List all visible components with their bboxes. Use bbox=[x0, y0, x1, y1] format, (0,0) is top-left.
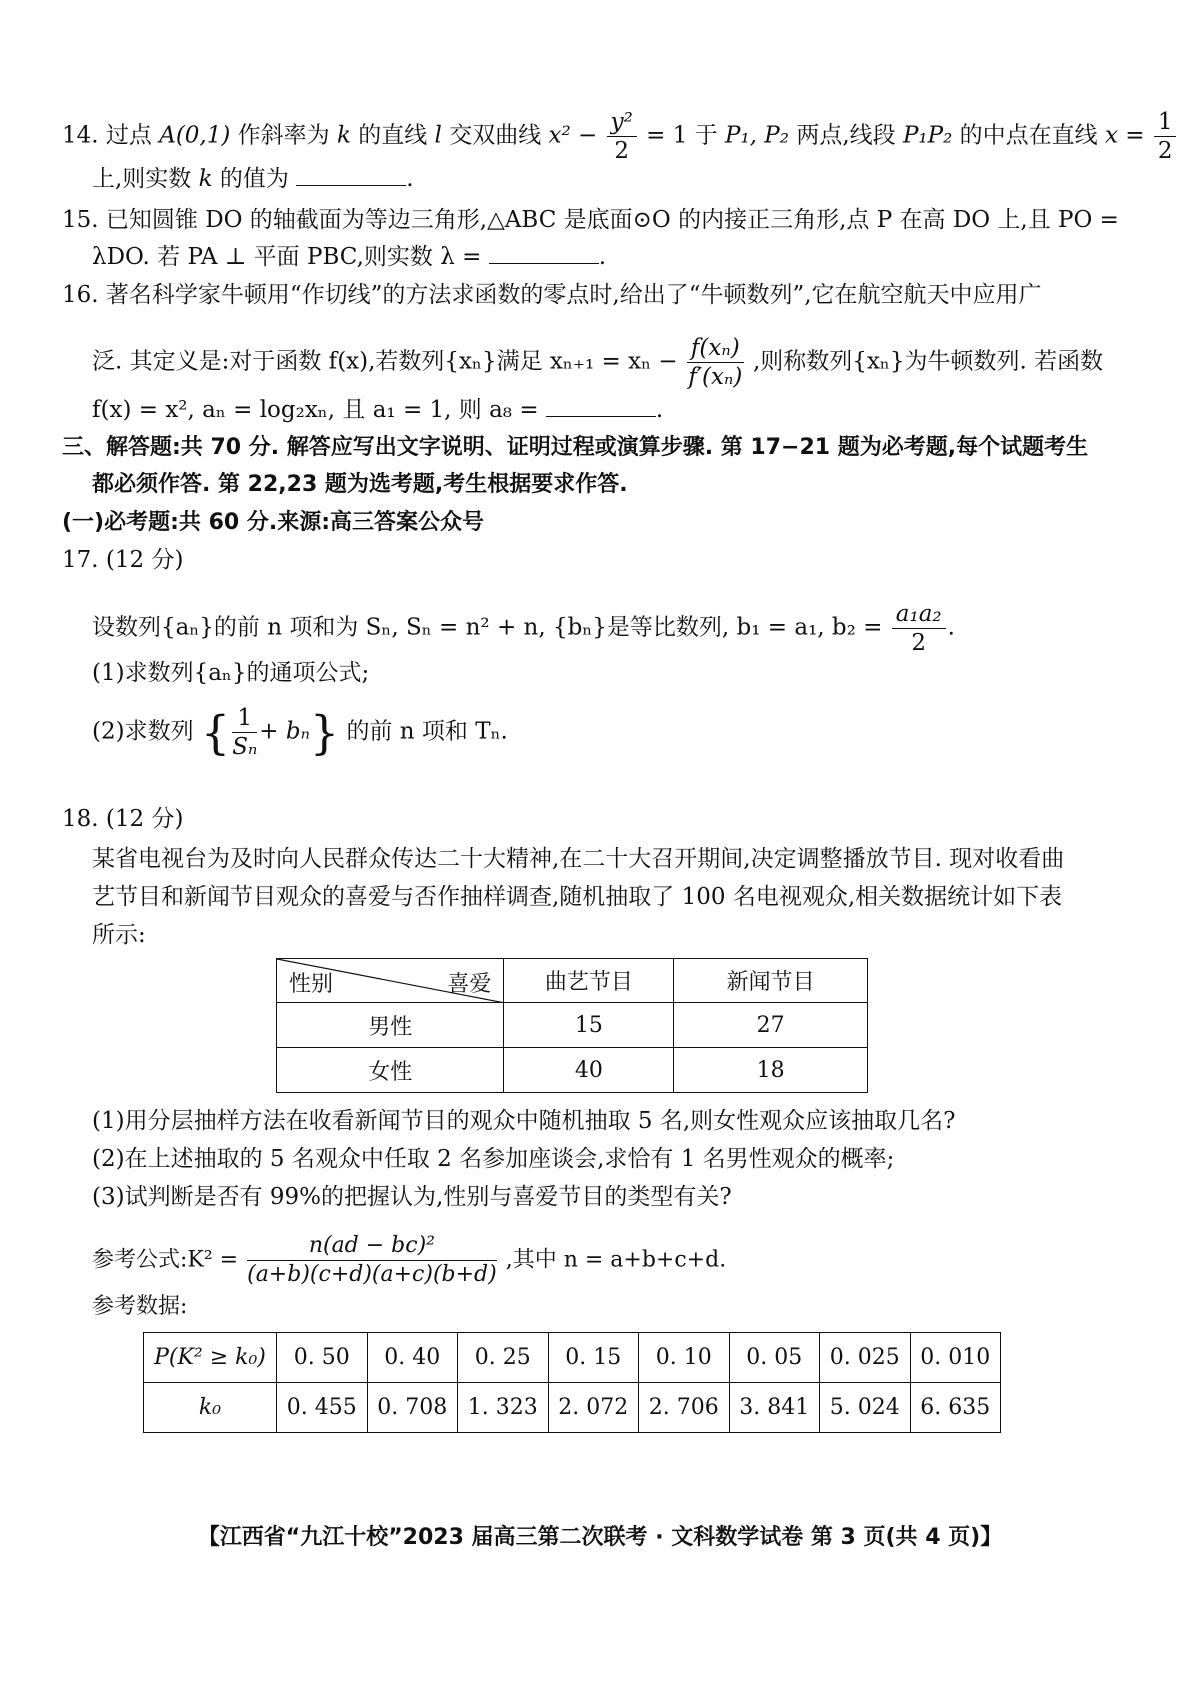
q16-text: ,则称数列{xₙ}为牛顿数列. 若函数 bbox=[753, 348, 1104, 375]
table-cell: 3. 841 bbox=[729, 1383, 820, 1433]
q15-number: 15. bbox=[62, 207, 99, 233]
q15-line2 bbox=[92, 242, 606, 272]
table-header-cell: 曲艺节目 bbox=[504, 959, 674, 1003]
q14-period: . bbox=[406, 166, 414, 192]
table-cell: 0. 025 bbox=[820, 1333, 911, 1383]
q17-text: (2)求数列 bbox=[92, 718, 194, 745]
q18-formula bbox=[92, 1232, 726, 1289]
table-corner-cell bbox=[277, 959, 504, 1003]
table-cell: 18 bbox=[674, 1048, 868, 1093]
q14-points: P₁, P₂ bbox=[724, 122, 789, 149]
corner-label-preference: 喜爱 bbox=[447, 972, 492, 997]
fraction-denominator: 2 bbox=[1157, 138, 1173, 164]
q17-text: 设数列{aₙ}的前 n 项和为 Sₙ, Sₙ = n² + n, {bₙ}是等比数列, b₁ = a₁, b₂ = bbox=[92, 614, 883, 641]
q18-stem-line3: 所示: bbox=[92, 922, 146, 948]
section3-subheading: (一)必考题:共 60 分.来源:高三答案公众号 bbox=[62, 510, 484, 535]
table-cell: 27 bbox=[674, 1003, 868, 1048]
chi-square-fraction bbox=[247, 1232, 497, 1289]
fraction-numerator: f(xₙ) bbox=[687, 334, 744, 363]
fraction-denominator: 2 bbox=[911, 630, 927, 656]
q17-period: . bbox=[947, 614, 955, 641]
formula-tail: ,其中 n = a+b+c+d. bbox=[505, 1247, 727, 1273]
table-row-label: 男性 bbox=[277, 1003, 504, 1048]
table-row bbox=[277, 1003, 868, 1048]
q17-part2 bbox=[92, 704, 508, 761]
q17-part1: (1)求数列{aₙ}的通项公式; bbox=[92, 660, 370, 686]
fraction-denominator: f′(xₙ) bbox=[688, 364, 743, 390]
fraction-numerator: a₁a₂ bbox=[892, 600, 946, 629]
q14-number: 14. bbox=[62, 122, 99, 149]
q14-segment: P₁P₂ bbox=[902, 122, 953, 149]
q14-fraction-y2 bbox=[607, 108, 637, 165]
reference-data-table bbox=[143, 1332, 1001, 1433]
q14-text: 两点,线段 bbox=[796, 122, 896, 149]
q16-period: . bbox=[655, 397, 664, 423]
q18-stem-line1: 某省电视台为及时向人民群众传达二十大精神,在二十大召开期间,决定调整播放节目. 现对收看曲 bbox=[92, 846, 1065, 872]
q18-stem-line2: 艺节目和新闻节目观众的喜爱与否作抽样调查,随机抽取了 100 名电视观众,相关数据统计如下表 bbox=[92, 884, 1063, 910]
q16-line1 bbox=[62, 280, 1042, 310]
table-header-row bbox=[277, 959, 868, 1003]
q18-part2: (2)在上述抽取的 5 名观众中任取 2 名参加座谈会,求恰有 1 名男性观众的概率; bbox=[92, 1146, 895, 1172]
table-cell: 0. 50 bbox=[277, 1333, 368, 1383]
table-cell: 0. 25 bbox=[458, 1333, 549, 1383]
q14-l: l bbox=[434, 122, 442, 149]
q16-text: 著名科学家牛顿用“作切线”的方法求函数的零点时,给出了“牛顿数列”,它在航空航天中应用广 bbox=[105, 282, 1042, 308]
table-cell: 0. 40 bbox=[367, 1333, 458, 1383]
right-brace: } bbox=[309, 705, 340, 760]
table-cell: 0. 15 bbox=[548, 1333, 639, 1383]
q14-fraction-half bbox=[1154, 108, 1177, 165]
fraction-denominator: (a+b)(c+d)(a+c)(b+d) bbox=[247, 1262, 497, 1287]
table-header-cell: 新闻节目 bbox=[674, 959, 868, 1003]
page-footer: 【江西省“九江十校”2023 届高三第二次联考 · 文科数学试卷 第 3 页(共 4 页)】 bbox=[197, 1525, 1003, 1550]
q14-equation: = 1 bbox=[646, 122, 688, 149]
q14-line2 bbox=[92, 164, 414, 194]
q14-text: 交双曲线 bbox=[449, 122, 542, 149]
q14-text: 过点 bbox=[105, 122, 152, 149]
table-row bbox=[144, 1333, 1001, 1383]
fraction-numerator: n(ad − bc)² bbox=[247, 1232, 497, 1261]
section3-intro-line2: 都必须作答. 第 22,23 题为选考题,考生根据要求作答. bbox=[92, 472, 628, 497]
q17-fraction-b2 bbox=[892, 600, 946, 657]
q18-number: 18. (12 分) bbox=[62, 806, 184, 832]
q17-term: + bₙ bbox=[259, 718, 310, 745]
formula-label: 参考公式:K² = bbox=[92, 1247, 239, 1273]
q14-k: k bbox=[336, 122, 351, 149]
q14-answer-blank[interactable] bbox=[296, 185, 406, 186]
q14-text: 于 bbox=[694, 122, 718, 149]
q16-number: 16. bbox=[62, 282, 99, 308]
fraction-denominator: Sₙ bbox=[232, 734, 258, 760]
q18-part3: (3)试判断是否有 99%的把握认为,性别与喜爱节目的类型有关? bbox=[92, 1184, 732, 1210]
q15-period: . bbox=[598, 244, 606, 270]
q15-answer-blank[interactable] bbox=[489, 263, 599, 264]
table-cell: 0. 708 bbox=[367, 1383, 458, 1433]
q16-text: 泛. 其定义是:对于函数 f(x),若数列{xₙ}满足 xₙ₊₁ = xₙ − bbox=[92, 348, 678, 375]
fraction-numerator: y² bbox=[607, 108, 637, 137]
q18-part1: (1)用分层抽样方法在收看新闻节目的观众中随机抽取 5 名,则女性观众应该抽取几名? bbox=[92, 1108, 956, 1134]
table-cell: 15 bbox=[504, 1003, 674, 1048]
q14-text: 上,则实数 bbox=[92, 166, 192, 192]
q17-stem bbox=[92, 600, 955, 657]
table-cell: 5. 024 bbox=[820, 1383, 911, 1433]
left-brace: { bbox=[200, 705, 231, 760]
q17-fraction-inv-s bbox=[232, 704, 257, 761]
q16-fraction-newton bbox=[687, 334, 744, 391]
q14-line1 bbox=[62, 108, 1178, 165]
q17-number: 17. (12 分) bbox=[62, 547, 184, 573]
table-row bbox=[277, 1048, 868, 1093]
q18-ref-label: 参考数据: bbox=[92, 1294, 188, 1319]
q15-text: 已知圆锥 DO 的轴截面为等边三角形,△ABC 是底面⊙O 的内接正三角形,点 P 在高 DO 上,且 PO = bbox=[105, 207, 1119, 233]
table-cell: 0. 455 bbox=[277, 1383, 368, 1433]
q14-equation: x² − bbox=[548, 122, 598, 149]
table-cell: 2. 072 bbox=[548, 1383, 639, 1433]
q14-k: k bbox=[198, 166, 213, 192]
q16-line3 bbox=[92, 395, 663, 425]
table-row-label: 女性 bbox=[277, 1048, 504, 1093]
table-cell: 2. 706 bbox=[639, 1383, 730, 1433]
q16-line2 bbox=[92, 334, 1103, 391]
q18-data-table bbox=[276, 958, 868, 1093]
corner-label-gender: 性别 bbox=[289, 972, 334, 997]
q17-text: 的前 n 项和 Tₙ. bbox=[346, 718, 508, 745]
q16-text: f(x) = x², aₙ = log₂xₙ, 且 a₁ = 1, 则 a₈ = bbox=[92, 397, 539, 423]
table-cell: 40 bbox=[504, 1048, 674, 1093]
table-cell: 1. 323 bbox=[458, 1383, 549, 1433]
fraction-numerator: 1 bbox=[1154, 108, 1177, 137]
q15-text: λDO. 若 PA ⊥ 平面 PBC,则实数 λ = bbox=[92, 244, 482, 270]
q15-line1 bbox=[62, 205, 1119, 235]
q16-answer-blank[interactable] bbox=[546, 416, 656, 417]
table-cell: 0. 010 bbox=[910, 1333, 1001, 1383]
fraction-denominator: 2 bbox=[614, 138, 630, 164]
table-cell: 0. 05 bbox=[729, 1333, 820, 1383]
q14-text: 的直线 bbox=[358, 122, 428, 149]
table-row-label: k₀ bbox=[144, 1383, 277, 1433]
fraction-numerator: 1 bbox=[232, 704, 257, 733]
table-row bbox=[144, 1383, 1001, 1433]
table-cell: 6. 635 bbox=[910, 1383, 1001, 1433]
table-row-label: P(K² ≥ k₀) bbox=[144, 1333, 277, 1383]
q14-text: 作斜率为 bbox=[237, 122, 330, 149]
q14-line-eq: x = bbox=[1104, 122, 1145, 149]
q14-point: A(0,1) bbox=[159, 122, 231, 149]
table-cell: 0. 10 bbox=[639, 1333, 730, 1383]
q14-text: 的中点在直线 bbox=[959, 122, 1098, 149]
section3-intro-line1: 三、解答题:共 70 分. 解答应写出文字说明、证明过程或演算步骤. 第 17−21 题为必考题,每个试题考生 bbox=[62, 435, 1089, 460]
q14-text: 的值为 bbox=[219, 166, 289, 192]
